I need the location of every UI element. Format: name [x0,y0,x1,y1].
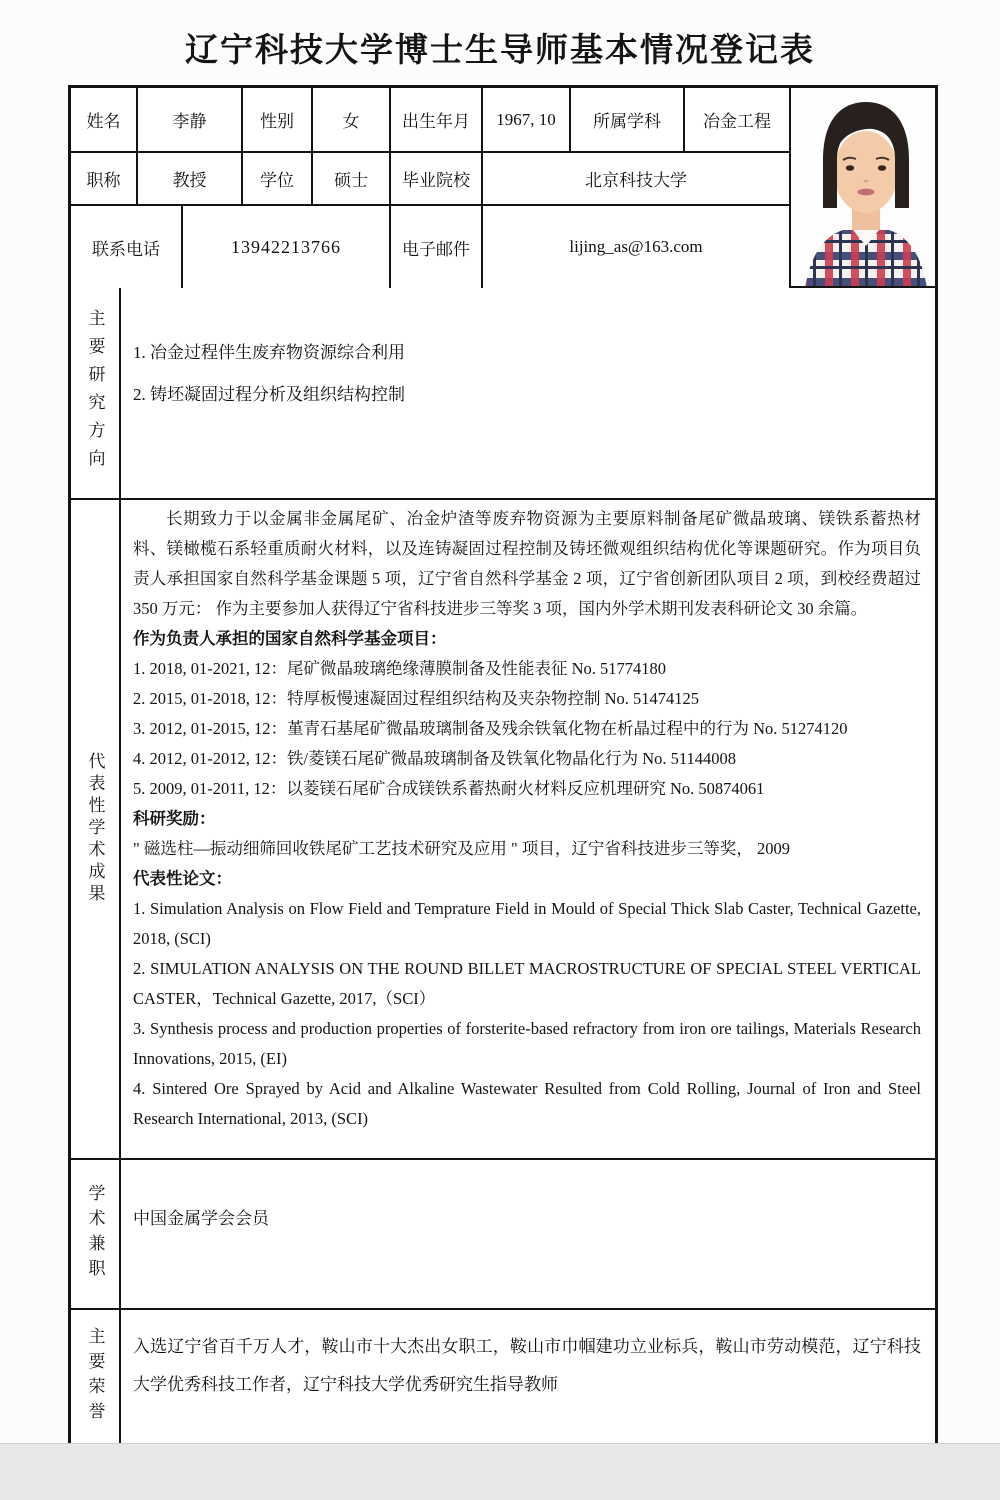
research-item: 1. 冶金过程伴生废弃物资源综合利用 [133,343,405,362]
gender-value: 女 [313,88,391,153]
email-label: 电子邮件 [391,206,483,288]
research-directions-content [121,288,935,498]
nsfc-item: 5. 2009, 01-2011, 12：以菱镁石尾矿合成镁铁系蓄热耐火材料反应机理研究 No. 50874061 [133,779,765,798]
school-label: 毕业院校 [391,153,483,206]
memberships-label-cell [71,1160,121,1308]
achievements-intro: 长期致力于以金属非金属尾矿、冶金炉渣等废弃物资源为主要原料制备尾矿微晶玻璃、镁铁系蓄热材料、镁橄榄石系轻重质耐火材料，以及连铸凝固过程控制及铸坯微观组织结构优化等课题研究。作为项目负责人承担国家自然科学基金课题 5 项，辽宁省自然科学基金 2 项，辽宁省创新团队项目 2 项，到校经费超过 350 万元： 作为主要参加人获得辽宁省科技进步三等奖 3 项，国内外学术期刊发表科研论文 30 余篇。 [133,509,921,618]
nsfc-item: 4. 2012, 01-2012, 12：铁/菱镁石尾矿微晶玻璃制备及铁氧化物晶化行为 No. 51144008 [133,749,737,768]
membership-item: 中国金属学会会员 [133,1209,269,1228]
portrait-photo-illustration [791,88,935,288]
research-directions-label: 主要研究方向 [85,309,105,477]
title-label: 职称 [71,153,138,206]
award-heading: 科研奖励： [133,809,216,828]
honors-content [121,1310,935,1443]
nsfc-heading: 作为负责人承担的国家自然科学基金项目： [133,629,447,648]
honors-label-cell [71,1310,121,1443]
basic-info-grid [71,88,791,288]
honors-text: 入选辽宁省百千万人才，鞍山市十大杰出女职工，鞍山市巾帼建功立业标兵，鞍山市劳动模范，辽宁科技大学优秀科技工作者，辽宁科技大学优秀研究生指导教师 [133,1337,921,1394]
research-directions-label-cell [71,288,121,498]
nsfc-item: 1. 2018, 01-2021, 12：尾矿微晶玻璃绝缘薄膜制备及性能表征 No. 51774180 [133,659,667,678]
page-title: 辽宁科技大学博士生导师基本情况登记表 [185,31,815,68]
portrait-photo [791,88,935,288]
row-title [71,153,791,206]
achievements-label-cell [71,500,121,1158]
name-label: 姓名 [71,88,138,153]
gender-label: 性别 [243,88,313,153]
award-line: " 磁选柱—振动细筛回收铁尾矿工艺技术研究及应用 " 项目，辽宁省科技进步三等奖， 2009 [133,839,790,858]
registration-table [68,85,938,1446]
memberships-content [121,1160,935,1308]
school-value: 北京科技大学 [483,153,791,206]
nsfc-item: 2. 2015, 01-2018, 12：特厚板慢速凝固过程组织结构及夹杂物控制 No. 51474125 [133,689,700,708]
discipline-value: 冶金工程 [685,88,791,153]
paper-item: 3. Synthesis process and production properties of forsterite-based refractory from iron ore tailings, Materials Research Innovations, 2015, (EI) [133,1019,921,1068]
achievements-label: 代表性学术成果 [85,752,105,906]
degree-value: 硕士 [313,153,391,206]
section-memberships [71,1160,935,1310]
row-contact [71,206,791,288]
memberships-label: 学术兼职 [85,1184,105,1284]
basic-info-block [71,88,935,288]
paper-item: 2. SIMULATION ANALYSIS ON THE ROUND BILLET MACROSTRUCTURE OF SPECIAL STEEL VERTICAL CASTER，Technical Gazette, 2017,（SCI） [133,959,921,1008]
section-achievements [71,500,935,1160]
page-bottom-margin [0,1443,1000,1500]
phone-label: 联系电话 [71,206,183,288]
name-value: 李静 [138,88,243,153]
discipline-label: 所属学科 [571,88,685,153]
nsfc-item: 3. 2012, 01-2015, 12：堇青石基尾矿微晶玻璃制备及残余铁氧化物在析晶过程中的行为 No. 51274120 [133,719,848,738]
phone-value: 13942213766 [183,206,391,288]
row-name [71,88,791,153]
section-honors [71,1310,935,1443]
birth-label: 出生年月 [391,88,483,153]
paper-item: 1. Simulation Analysis on Flow Field and Temprature Field in Mould of Special Thick Slab Caster, Technical Gazette, 2018, (SCI) [133,899,921,948]
section-research-directions [71,288,935,500]
title-value: 教授 [138,153,243,206]
degree-label: 学位 [243,153,313,206]
paper-item: 4. Sintered Ore Sprayed by Acid and Alkaline Wastewater Resulted from Cold Rolling, Journal of Iron and Steel Research International, 2013, (SCI) [133,1079,921,1128]
email-value: lijing_as@163.com [483,206,791,288]
achievements-content [121,500,935,1158]
papers-heading: 代表性论文： [133,869,232,888]
research-item: 2. 铸坯凝固过程分析及组织结构控制 [133,385,405,404]
birth-value: 1967, 10 [483,88,571,153]
honors-label: 主要荣誉 [85,1326,105,1427]
